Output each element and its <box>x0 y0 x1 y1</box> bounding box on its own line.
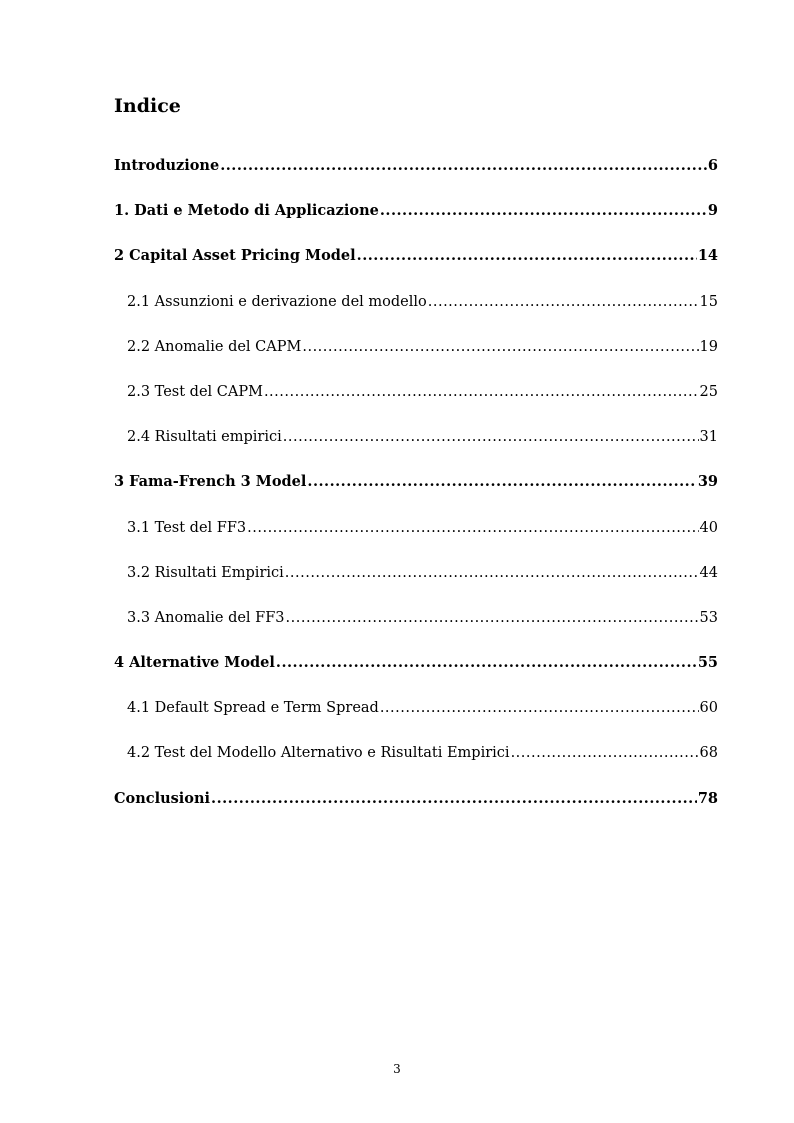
toc-entry-test-capm[interactable] <box>114 380 718 425</box>
toc-entry-title: 2.3 Test del CAPM <box>127 383 263 400</box>
toc-entry-fama-french[interactable] <box>114 470 718 515</box>
toc-entry-page: 6 <box>707 157 718 174</box>
toc-entry-title: 3.3 Anomalie del FF3 <box>127 609 285 626</box>
toc-entry-title: 2 Capital Asset Pricing Model <box>114 247 356 265</box>
toc-dot-leader <box>286 606 699 630</box>
toc-entry-title: 4.2 Test del Modello Alternativo e Risultati Empirici <box>127 745 510 762</box>
toc-entry-title: 4 Alternative Model <box>114 654 275 672</box>
toc-entry-title: 3 Fama-French 3 Model <box>114 473 307 491</box>
toc-dot-leader <box>511 741 699 765</box>
toc-entry-page: 78 <box>697 789 718 807</box>
toc-entry-risultati-ff3[interactable] <box>114 561 718 606</box>
toc-entry-test-alternativo[interactable] <box>114 741 718 786</box>
toc-entry-default-spread[interactable] <box>114 696 718 741</box>
toc-entry-title: 3.2 Risultati Empirici <box>127 564 284 581</box>
toc-entry-conclusioni[interactable] <box>114 787 718 832</box>
toc-entry-page: 39 <box>697 473 718 491</box>
toc-dot-leader <box>428 290 699 314</box>
toc-entry-assunzioni[interactable] <box>114 290 718 335</box>
toc-entry-title: 1. Dati e Metodo di Applicazione <box>114 202 379 220</box>
toc-entry-page: 40 <box>699 519 718 536</box>
toc-entry-alternative-model[interactable] <box>114 651 718 696</box>
toc-entry-page: 25 <box>699 383 718 400</box>
toc-dot-leader <box>357 244 697 268</box>
toc-entry-title: 4.1 Default Spread e Term Spread <box>127 700 379 717</box>
toc-dot-leader <box>220 154 707 178</box>
toc-entry-page: 9 <box>707 202 718 220</box>
toc-dot-leader <box>211 787 697 811</box>
toc-dot-leader <box>264 380 699 404</box>
toc-entry-page: 14 <box>697 247 718 265</box>
toc-entry-title: 2.2 Anomalie del CAPM <box>127 338 302 355</box>
toc-dot-leader <box>285 561 699 585</box>
toc-entry-page: 19 <box>699 338 718 355</box>
toc-entry-title: Introduzione <box>114 157 220 174</box>
page-number: 3 <box>393 1062 401 1076</box>
toc-entry-title: 3.1 Test del FF3 <box>127 519 247 536</box>
toc-entry-page: 31 <box>699 429 718 446</box>
toc-entry-page: 53 <box>699 609 718 626</box>
toc-entry-risultati-capm[interactable] <box>114 425 718 470</box>
toc-entry-title: 2.1 Assunzioni e derivazione del modello <box>127 293 427 310</box>
toc-entry-test-ff3[interactable] <box>114 516 718 561</box>
toc-entry-page: 15 <box>699 293 718 310</box>
toc-entry-dati-metodo[interactable] <box>114 199 718 244</box>
toc-dot-leader <box>302 335 698 359</box>
toc-dot-leader <box>307 470 696 494</box>
toc-dot-leader <box>380 696 699 720</box>
toc-dot-leader <box>276 651 697 675</box>
toc-entry-title: 2.4 Risultati empirici <box>127 429 282 446</box>
toc-entry-page: 55 <box>697 654 718 672</box>
table-of-contents <box>114 154 718 832</box>
page-title: Indice <box>114 95 181 117</box>
toc-dot-leader <box>283 425 699 449</box>
toc-entry-capm[interactable] <box>114 244 718 289</box>
toc-entry-page: 68 <box>699 745 718 762</box>
toc-entry-title: Conclusioni <box>114 789 211 807</box>
toc-entry-anomalie-ff3[interactable] <box>114 606 718 651</box>
toc-dot-leader <box>247 516 698 540</box>
toc-entry-introduzione[interactable] <box>114 154 718 199</box>
toc-entry-page: 60 <box>699 700 718 717</box>
toc-entry-page: 44 <box>699 564 718 581</box>
toc-dot-leader <box>380 199 707 223</box>
toc-entry-anomalie-capm[interactable] <box>114 335 718 380</box>
